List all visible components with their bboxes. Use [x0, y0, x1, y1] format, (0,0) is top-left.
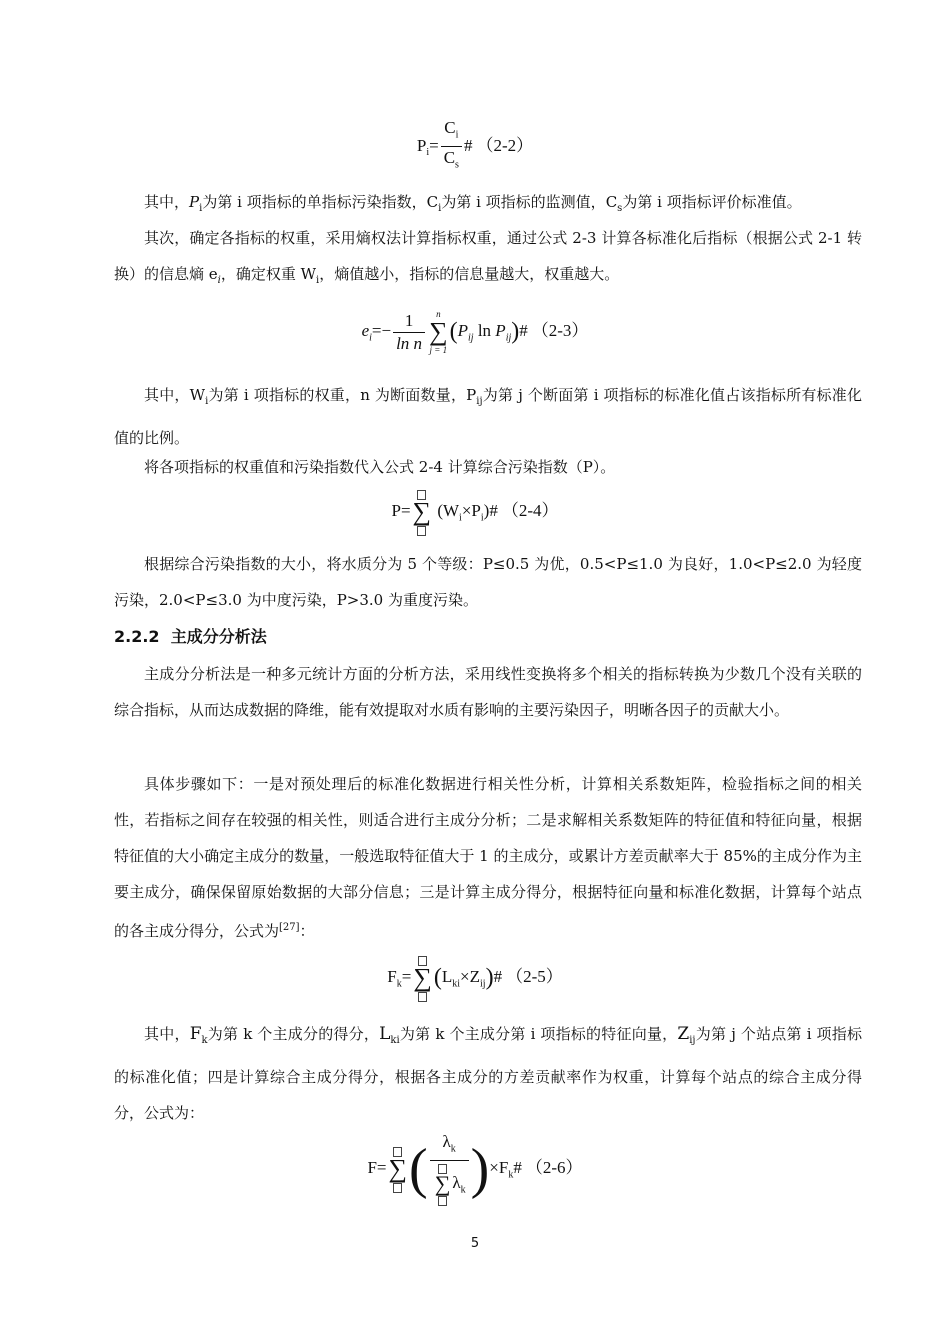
text-run: ，确定权重 W: [220, 265, 317, 283]
paragraph-pca-intro: [114, 656, 862, 728]
text-run: 为第 i 项指标评价标准值。: [622, 193, 802, 211]
citation: [27]: [279, 922, 300, 933]
sigma-symbol: ∑: [388, 1154, 408, 1184]
summation: [413, 954, 432, 1002]
eq-subscript: s: [455, 159, 459, 171]
text-run: 将各项指标的权重值和污染指数代入公式 2-4 计算综合污染指数（P）。: [144, 458, 616, 476]
text-run: 为第 k 个主成分第 i 项指标的特征向量，: [399, 1025, 678, 1043]
paragraph-pca-steps: [114, 766, 862, 949]
placeholder-box: [417, 526, 426, 536]
text-run: 根据综合污染指数的大小，将水质分为 5 个等级：P≤0.5 为优，0.5<P≤1.0 为良好，1.0<P≤2.0 为轻度污染，2.0<P≤3.0 为中度污染，P>3.0 为重度污染。: [114, 555, 862, 609]
fraction: [441, 118, 462, 176]
placeholder-box: [418, 992, 427, 1002]
var-subscript: i: [199, 203, 203, 214]
eq-symbol: W: [443, 500, 460, 520]
text-run: 为第 i 项指标的单指标污染指数，: [202, 193, 427, 211]
placeholder-box: [438, 1196, 447, 1206]
equation-2-2: $P_i=$ $\frac{C_i}{C_s}$ # （2-2）: [0, 118, 950, 176]
eq-function: ln: [477, 320, 492, 340]
equation-number: （2-3）: [531, 320, 589, 340]
sigma-symbol: ∑: [412, 497, 432, 526]
placeholder-box: [393, 1183, 402, 1193]
text-run: 为第 j 个断面第 i 项指标的标准化值占该指标所有标准化值的比例。: [114, 386, 862, 447]
section-heading: [114, 625, 267, 649]
sigma-symbol: ∑: [413, 963, 432, 992]
var-subscript: ij: [476, 396, 483, 407]
eq-subscript: i: [480, 512, 484, 524]
equation-number: （2-6）: [525, 1158, 583, 1178]
eq-subscript: ij: [505, 332, 512, 344]
section-number: 2.2.2: [114, 627, 160, 646]
summation: [413, 488, 432, 536]
eq-operator: ×: [489, 1158, 499, 1178]
eq-hash: #: [463, 135, 473, 155]
text-run: 具体步骤如下：一是对预处理后的标准化数据进行相关性分析，计算相关系数矩阵，检验指标之间的相关性，若指标之间存在较强的相关性，则适合进行主成分分析；二是求解相关系数矩阵的特征值和特征向量，根据特征值的大小确定主成分的数量，一般选取特征值大于 1 的主成分，或累计方差贡献率大于 85%的主成分作为主要主成分，确保保留原始数据的大部分信息；三是计算主成分得分，根据特征向量和标准化数据，计算每个站点的各主成分得分，公式为: [114, 775, 862, 940]
sum-upper-limit: n: [436, 309, 441, 319]
right-paren: ): [470, 1138, 490, 1201]
fraction-denominator: λ: [452, 1173, 461, 1193]
summation: [435, 1162, 451, 1206]
var-subscript: i: [217, 275, 221, 286]
fraction-numerator: C: [444, 118, 456, 137]
var-symbol: L: [379, 1024, 391, 1044]
fraction-numerator: 1: [393, 311, 425, 333]
sigma-symbol: ∑: [434, 1171, 451, 1197]
eq-symbol: F=: [367, 1158, 387, 1178]
fraction-denominator: C: [443, 148, 456, 168]
eq-symbol: Z: [469, 966, 481, 986]
text-run: ：: [299, 922, 315, 940]
eq-symbol: P: [471, 500, 481, 520]
paragraph-weight-definition: [114, 377, 862, 456]
var-symbol: C: [426, 193, 439, 211]
fraction: [393, 311, 425, 354]
text-run: ，熵值越小，指标的信息量越大，权重越大。: [319, 265, 620, 283]
eq-symbol: F: [498, 1158, 509, 1178]
eq-hash: #: [513, 1158, 522, 1178]
var-subscript: i: [438, 203, 442, 214]
left-paren: (: [449, 318, 458, 345]
eq-subscript: i: [459, 512, 462, 524]
var-subscript: ki: [390, 1035, 400, 1046]
summation: [429, 308, 448, 356]
eq-subscript: k: [508, 1169, 514, 1181]
eq-symbol: L: [441, 966, 453, 986]
eq-hash: #: [489, 500, 498, 520]
text-run: 其中，W: [144, 386, 206, 404]
eq-hash: #: [519, 320, 528, 340]
text-run: 为第 k 个主成分的得分，: [207, 1025, 380, 1043]
equation-number: （2-4）: [501, 500, 559, 520]
right-paren: ): [485, 964, 494, 991]
page-number-text: 5: [470, 1236, 480, 1251]
text-run: 其次，确定各指标的权重，采用熵权法计算指标权重，通过公式 2-3 计算各标准化后指标（根据公式 2-1 转换）的信息熵 e: [114, 229, 862, 283]
section-title: 主成分分析法: [170, 627, 267, 646]
sum-lower-limit: j = 1: [429, 345, 448, 355]
text-run: 其中，: [144, 1025, 190, 1043]
text-run: 为第 i 项指标的监测值，: [441, 193, 606, 211]
eq-symbol: P=: [391, 500, 411, 520]
equation-2-6: [0, 1132, 950, 1206]
eq-operator: ×: [461, 500, 472, 520]
eq-subscript: i: [426, 147, 430, 159]
eq-subscript: i: [455, 129, 459, 141]
var-subscript: i: [316, 275, 320, 286]
equation-2-5: [0, 954, 950, 1002]
paragraph-grade-levels: [114, 546, 862, 618]
equation-2-4: P= ∑ $(W_i\times P_i)\#$ （2-4）: [0, 488, 950, 536]
paragraph-entropy-weight: [114, 220, 862, 299]
equation-2-3: [0, 308, 950, 356]
eq-symbol: e: [361, 320, 370, 340]
sigma-symbol: ∑: [429, 317, 448, 346]
fraction-denominator: ln n: [396, 333, 423, 353]
var-symbol: F: [189, 1024, 202, 1044]
equation-number: （2-5）: [506, 966, 563, 986]
text-run: 主成分分析法是一种多元统计方面的分析方法，采用线性变换将多个相关的指标转换为少数几个没有关联的综合指标，从而达成数据的降维，能有效提取对水质有影响的主要污染因子，明晰各因子的贡献大小。: [114, 665, 862, 719]
eq-symbol: F: [387, 966, 397, 986]
eq-subscript: i: [369, 332, 372, 344]
eq-subscript: k: [396, 978, 402, 990]
eq-operator: =: [401, 966, 412, 986]
left-paren: (: [433, 964, 442, 991]
fraction-numerator: λ: [442, 1132, 451, 1151]
var-symbol: Z: [677, 1024, 690, 1044]
eq-hash: #: [493, 966, 503, 986]
page-number: [0, 1236, 950, 1251]
var-subscript: i: [205, 396, 209, 407]
eq-symbol: P: [495, 320, 506, 340]
var-symbol: P: [189, 193, 200, 211]
var-subscript: s: [617, 203, 623, 214]
eq-operator: ×: [460, 966, 470, 986]
paragraph-pca-score-definition: [114, 1016, 862, 1131]
eq-subscript: k: [450, 1143, 456, 1155]
fraction: [430, 1132, 469, 1206]
text-run: 其中，: [144, 193, 190, 211]
eq-subscript: ij: [468, 332, 474, 344]
text-run: 为第 i 项指标的权重，n 为断面数量，P: [208, 386, 477, 404]
var-subscript: k: [201, 1035, 208, 1046]
text-run: 为第 j 个站点第 i 项指标的标准化值；四是计算综合主成分得分，根据各主成分的方差贡献率作为权重，计算每个站点的综合主成分得分，公式为：: [114, 1025, 862, 1122]
summation: [389, 1145, 408, 1193]
eq-subscript: k: [460, 1184, 466, 1196]
eq-subscript: ij: [480, 978, 486, 990]
right-paren: ): [511, 318, 520, 345]
eq-subscript: ki: [452, 978, 461, 990]
eq-operator: =−: [371, 320, 392, 340]
eq-symbol: P: [457, 320, 468, 340]
left-paren: (: [409, 1138, 428, 1201]
var-symbol: C: [605, 193, 618, 211]
eq-symbol: P: [416, 135, 427, 155]
equation-number: （2-2）: [476, 135, 534, 155]
paragraph-composite-index: [114, 449, 862, 485]
var-subscript: ij: [689, 1035, 696, 1046]
